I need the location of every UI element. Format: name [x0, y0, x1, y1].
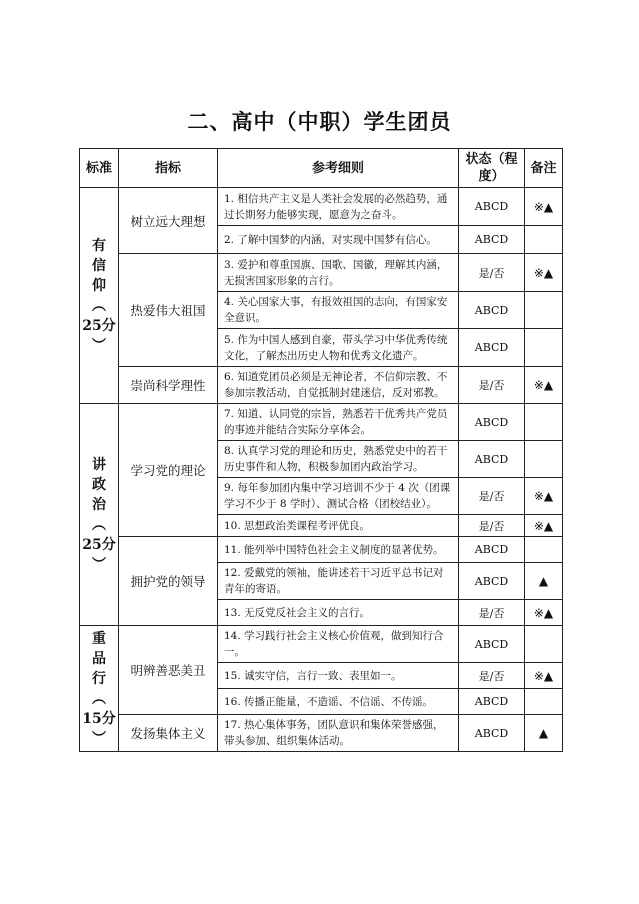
detail-cell: 2. 了解中国梦的内涵，对实现中国梦有信心。 — [218, 226, 459, 254]
detail-cell: 3. 爱护和尊重国旗、国歌、国徽，理解其内涵，无损害国家形象的言行。 — [218, 254, 459, 292]
detail-cell: 14. 学习践行社会主义核心价值观，做到知行合一。 — [218, 626, 459, 663]
note-cell — [525, 292, 563, 329]
header-row — [80, 149, 563, 188]
page-title: 二、高中（中职）学生团员 — [187, 109, 452, 134]
detail-cell: 11. 能列举中国特色社会主义制度的显著优势。 — [218, 537, 459, 563]
status-cell: ABCD — [459, 689, 525, 715]
detail-cell: 9. 每年参加团内集中学习培训不少于 4 次（团课学习不少于 8 学时）、测试合格（团校结业）。 — [218, 478, 459, 515]
detail-cell: 17. 热心集体事务，团队意识和集体荣誉感强，带头参加、组织集体活动。 — [218, 715, 459, 752]
status-cell: ABCD — [459, 715, 525, 752]
note-cell: ※▲ — [525, 600, 563, 626]
header-note: 备注 — [525, 149, 563, 188]
note-cell — [525, 626, 563, 663]
detail-cell: 8. 认真学习党的理论和历史，熟悉党史中的若干历史事件和人物，积极参加团内政治学习。 — [218, 441, 459, 478]
detail-cell: 16. 传播正能量，不造谣、不信谣、不传谣。 — [218, 689, 459, 715]
status-cell: 是/否 — [459, 663, 525, 689]
table-row — [80, 715, 563, 752]
indicator-cell: 学习党的理论 — [119, 404, 218, 537]
note-cell: ※▲ — [525, 188, 563, 226]
note-cell — [525, 689, 563, 715]
status-cell: ABCD — [459, 537, 525, 563]
detail-cell: 13. 无反党反社会主义的言行。 — [218, 600, 459, 626]
note-cell: ※▲ — [525, 254, 563, 292]
indicator-cell: 明辨善恶美丑 — [119, 626, 218, 715]
header-detail: 参考细则 — [218, 149, 459, 188]
status-cell: ABCD — [459, 188, 525, 226]
note-cell: ※▲ — [525, 663, 563, 689]
indicator-cell: 崇尚科学理性 — [119, 367, 218, 404]
note-cell: ▲ — [525, 563, 563, 600]
table-row — [80, 626, 563, 663]
detail-cell: 4. 关心国家大事，有报效祖国的志向，有国家安全意识。 — [218, 292, 459, 329]
status-cell: ABCD — [459, 404, 525, 441]
status-cell: ABCD — [459, 226, 525, 254]
status-cell: 是/否 — [459, 515, 525, 537]
note-cell: ※▲ — [525, 367, 563, 404]
table-row — [80, 537, 563, 563]
header-indicator: 指标 — [119, 149, 218, 188]
standard-cell: 讲 政 治 ︵ 25分 ︶ — [80, 404, 119, 626]
indicator-cell: 热爱伟大祖国 — [119, 254, 218, 367]
note-cell: ▲ — [525, 715, 563, 752]
table-row — [80, 404, 563, 441]
note-cell — [525, 404, 563, 441]
note-cell — [525, 329, 563, 367]
indicator-cell: 发扬集体主义 — [119, 715, 218, 752]
status-cell: 是/否 — [459, 254, 525, 292]
table-body — [80, 188, 563, 752]
header-status: 状态（程度） — [459, 149, 525, 188]
status-cell: ABCD — [459, 292, 525, 329]
status-cell: 是/否 — [459, 367, 525, 404]
indicator-cell: 拥护党的领导 — [119, 537, 218, 626]
table-row — [80, 367, 563, 404]
note-cell: ※▲ — [525, 478, 563, 515]
note-cell — [525, 226, 563, 254]
detail-cell: 15. 诚实守信，言行一致、表里如一。 — [218, 663, 459, 689]
detail-cell: 10. 思想政治类课程考评优良。 — [218, 515, 459, 537]
standard-cell: 有 信 仰 ︵ 25分 ︶ — [80, 188, 119, 404]
table-row — [80, 188, 563, 226]
detail-cell: 1. 相信共产主义是人类社会发展的必然趋势，通过长期努力能够实现，愿意为之奋斗。 — [218, 188, 459, 226]
status-cell: ABCD — [459, 329, 525, 367]
detail-cell: 7. 知道、认同党的宗旨，熟悉若干优秀共产党员的事迹并能结合实际分享体会。 — [218, 404, 459, 441]
status-cell: 是/否 — [459, 600, 525, 626]
detail-cell: 12. 爱戴党的领袖，能讲述若干习近平总书记对青年的寄语。 — [218, 563, 459, 600]
status-cell: ABCD — [459, 563, 525, 600]
evaluation-table — [79, 148, 563, 752]
table-row — [80, 254, 563, 292]
note-cell: ※▲ — [525, 515, 563, 537]
detail-cell: 5. 作为中国人感到自豪，带头学习中华优秀传统文化，了解杰出历史人物和优秀文化遗产。 — [218, 329, 459, 367]
detail-cell: 6. 知道党团员必须是无神论者，不信仰宗教、不参加宗教活动，自觉抵制封建迷信，反对邪教。 — [218, 367, 459, 404]
note-cell — [525, 537, 563, 563]
standard-cell: 重 品 行 ︵ 15分 ︶ — [80, 626, 119, 752]
header-standard: 标准 — [80, 149, 119, 188]
status-cell: ABCD — [459, 441, 525, 478]
indicator-cell: 树立远大理想 — [119, 188, 218, 254]
note-cell — [525, 441, 563, 478]
status-cell: 是/否 — [459, 478, 525, 515]
status-cell: ABCD — [459, 626, 525, 663]
